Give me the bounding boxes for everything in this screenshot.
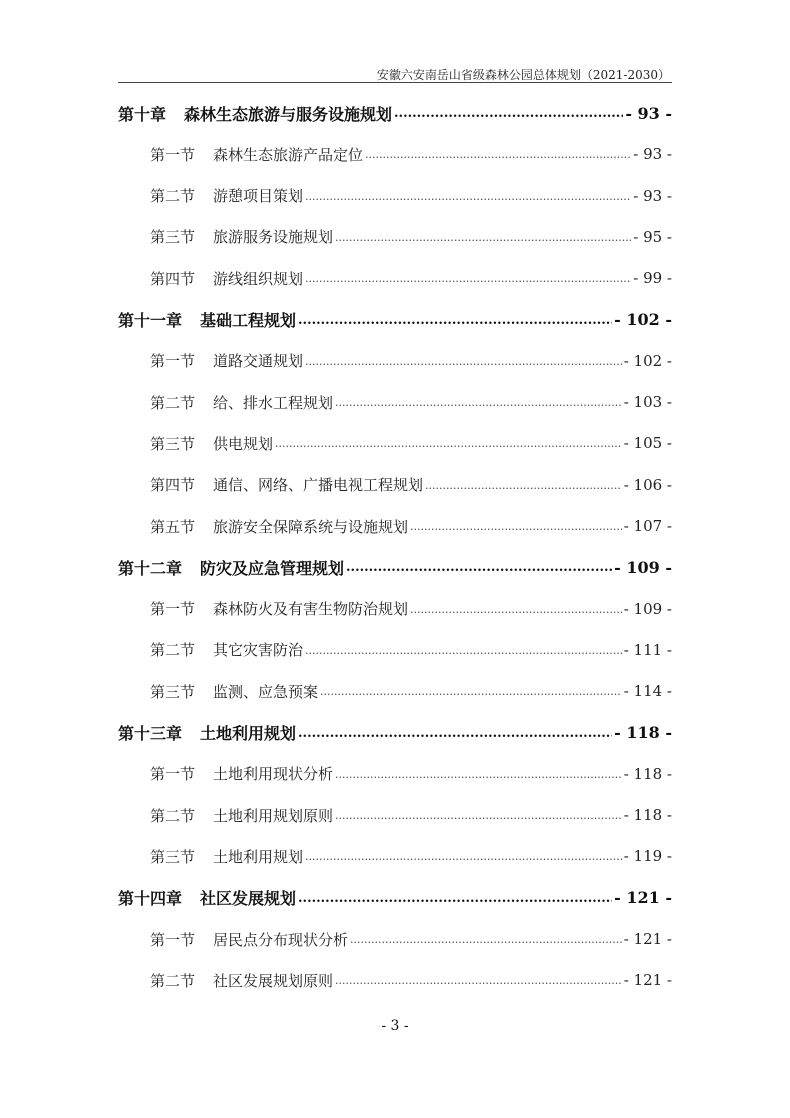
toc-entry-page: - 102 - xyxy=(614,310,672,329)
toc-section-row[interactable] xyxy=(150,470,672,500)
toc-entry-title: 给、排水工程规划 xyxy=(213,393,334,412)
dot-leader xyxy=(305,846,622,871)
toc-entry-title: 社区发展规划原则 xyxy=(213,971,334,990)
toc-entry-title: 防灾及应急管理规划 xyxy=(200,558,345,578)
toc-section-row[interactable] xyxy=(150,965,672,995)
dot-leader xyxy=(350,929,622,954)
toc-entry-title: 土地利用现状分析 xyxy=(213,765,334,784)
toc-entry-title: 森林生态旅游与服务设施规划 xyxy=(184,104,393,124)
toc-entry-number: 第十一章 xyxy=(118,311,183,330)
toc-entry-number: 第十四章 xyxy=(118,889,183,909)
toc-section-row[interactable] xyxy=(150,346,672,376)
toc-section-row[interactable] xyxy=(150,511,672,541)
toc-entry-number: 第三节 xyxy=(150,847,196,866)
toc-entry-page: - 114 - xyxy=(623,682,672,701)
toc-entry-title: 监测、应急预案 xyxy=(213,682,319,701)
toc-entry-title: 森林防火及有害生物防治规划 xyxy=(213,600,409,619)
toc-entry-number: 第一节 xyxy=(150,145,196,164)
dot-leader xyxy=(410,516,622,541)
toc-entry-number: 第四节 xyxy=(150,269,196,288)
dot-leader xyxy=(298,309,612,335)
toc-entry-title: 旅游安全保障系统与设施规划 xyxy=(213,517,409,536)
dot-leader xyxy=(335,392,622,417)
toc-entry-title: 道路交通规划 xyxy=(213,352,304,371)
toc-entry-number: 第十三章 xyxy=(118,724,183,743)
toc-section-row[interactable] xyxy=(150,181,672,211)
header-rule xyxy=(118,82,672,83)
dot-leader xyxy=(335,805,622,830)
toc-section-row[interactable] xyxy=(150,222,672,252)
dot-leader xyxy=(305,186,631,211)
dot-leader xyxy=(298,887,612,913)
toc-chapter-row[interactable] xyxy=(118,552,672,582)
toc-entry-number: 第五节 xyxy=(150,517,196,536)
toc-entry-page: - 99 - xyxy=(633,269,672,288)
toc-entry-page: - 121 - xyxy=(623,971,672,990)
dot-leader xyxy=(275,433,622,458)
dot-leader xyxy=(410,599,622,624)
toc-entry-number: 第一节 xyxy=(150,600,196,619)
toc-entry-page: - 118 - xyxy=(623,806,672,825)
toc-entry-title: 游憩项目策划 xyxy=(213,187,304,206)
toc-entry-page: - 93 - xyxy=(625,103,672,123)
toc-entry-title: 供电规划 xyxy=(213,434,274,453)
dot-leader xyxy=(346,556,612,582)
toc-entry-title: 土地利用规划原则 xyxy=(213,806,334,825)
toc-entry-number: 第三节 xyxy=(150,434,196,453)
toc-chapter-row[interactable] xyxy=(118,305,672,335)
toc-entry-title: 旅游服务设施规划 xyxy=(213,228,334,247)
toc-entry-page: - 106 - xyxy=(623,475,672,494)
toc-section-row[interactable] xyxy=(150,676,672,706)
toc-entry-page: - 111 - xyxy=(623,640,672,659)
toc-entry-title: 森林生态旅游产品定位 xyxy=(213,145,364,164)
dot-leader xyxy=(305,640,622,665)
toc-section-row[interactable] xyxy=(150,759,672,789)
toc-chapter-row[interactable] xyxy=(118,98,672,128)
toc-section-row[interactable] xyxy=(150,594,672,624)
toc-entry-title: 其它灾害防治 xyxy=(213,641,304,660)
toc-entry-title: 游线组织规划 xyxy=(213,269,304,288)
toc-entry-number: 第一节 xyxy=(150,765,196,784)
toc-section-row[interactable] xyxy=(150,139,672,169)
toc-section-row[interactable] xyxy=(150,428,672,458)
dot-leader xyxy=(335,227,631,252)
toc-section-row[interactable] xyxy=(150,841,672,871)
toc-entry-page: - 107 - xyxy=(623,517,672,535)
toc-entry-number: 第二节 xyxy=(150,641,196,660)
toc-entry-number: 第一节 xyxy=(150,930,196,949)
dot-leader xyxy=(305,351,622,376)
toc-entry-page: - 105 - xyxy=(623,434,672,453)
toc-entry-title: 社区发展规划 xyxy=(200,889,297,909)
toc-entry-title: 通信、网络、广播电视工程规划 xyxy=(213,476,424,495)
toc-entry-page: - 121 - xyxy=(614,888,672,908)
toc-section-row[interactable] xyxy=(150,924,672,954)
toc-entry-page: - 118 - xyxy=(623,764,672,783)
toc-entry-page: - 102 - xyxy=(623,351,672,370)
dot-leader xyxy=(320,681,622,706)
toc-entry-number: 第二节 xyxy=(150,187,196,206)
dot-leader xyxy=(335,764,622,789)
toc-entry-title: 土地利用规划 xyxy=(213,847,304,866)
toc-entry-page: - 93 - xyxy=(633,186,672,205)
toc-entry-title: 基础工程规划 xyxy=(200,311,297,330)
toc-entry-title: 土地利用规划 xyxy=(200,724,297,743)
toc-section-row[interactable] xyxy=(150,635,672,665)
toc-entry-page: - 109 - xyxy=(623,599,672,618)
toc-entry-title: 居民点分布现状分析 xyxy=(213,930,349,949)
toc-section-row[interactable] xyxy=(150,800,672,830)
toc-entry-page: - 103 - xyxy=(623,393,672,412)
toc-entry-page: - 121 - xyxy=(623,930,672,948)
dot-leader xyxy=(305,268,631,293)
toc-entry-page: - 95 - xyxy=(633,227,672,246)
dot-leader xyxy=(425,475,622,500)
toc-entry-page: - 109 - xyxy=(614,557,672,577)
dot-leader xyxy=(365,144,631,169)
page-number: - 3 - xyxy=(381,1018,409,1034)
toc-section-row[interactable] xyxy=(150,387,672,417)
toc-section-row[interactable] xyxy=(150,263,672,293)
toc-entry-number: 第十章 xyxy=(118,104,167,124)
toc-entry-number: 第三节 xyxy=(150,682,196,701)
toc-entry-page: - 118 - xyxy=(614,723,672,742)
dot-leader xyxy=(335,970,622,995)
toc-entry-number: 第二节 xyxy=(150,806,196,825)
toc-entry-number: 第二节 xyxy=(150,393,196,412)
toc-entry-page: - 119 - xyxy=(623,847,672,866)
toc-chapter-row[interactable] xyxy=(118,883,672,913)
dot-leader xyxy=(394,102,623,128)
running-header-title: 安徽六安南岳山省级森林公园总体规划（2021-2030） xyxy=(376,68,670,82)
dot-leader xyxy=(298,722,612,748)
toc-entry-number: 第一节 xyxy=(150,352,196,371)
toc-entry-number: 第十二章 xyxy=(118,558,183,578)
toc-chapter-row[interactable] xyxy=(118,718,672,748)
toc-entry-number: 第四节 xyxy=(150,476,196,495)
toc-entry-page: - 93 - xyxy=(633,145,672,164)
toc-entry-number: 第三节 xyxy=(150,228,196,247)
toc-entry-number: 第二节 xyxy=(150,971,196,990)
